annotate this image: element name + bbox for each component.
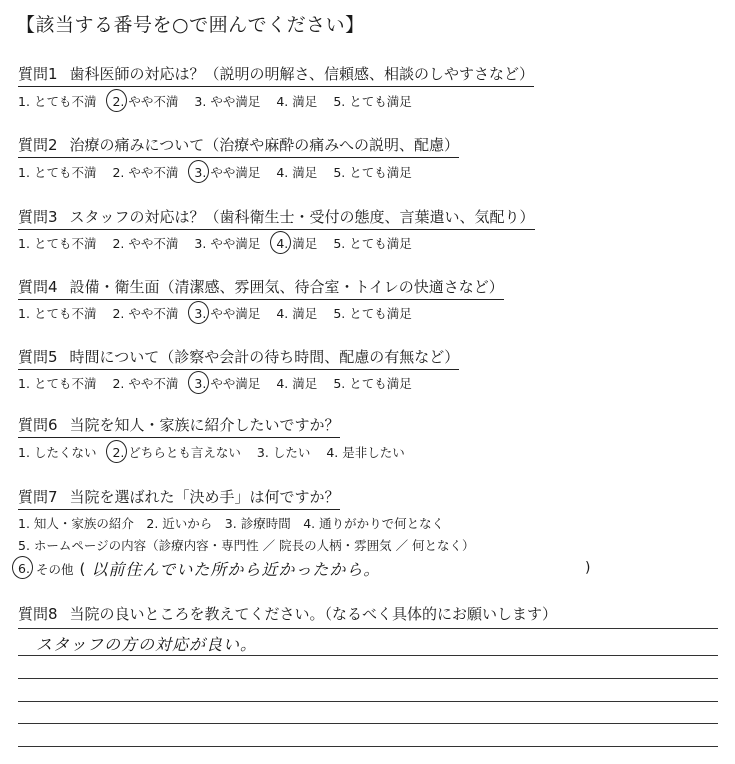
q2-option-5[interactable]: 5. とても満足 bbox=[333, 164, 412, 180]
question-4-number: 質問4 bbox=[18, 278, 58, 296]
answer-rule-1 bbox=[18, 628, 718, 629]
q7-other-label: その他 bbox=[35, 561, 74, 577]
question-1-title bbox=[18, 63, 534, 87]
q4-option-3-selected[interactable]: 3. やや満足 bbox=[194, 305, 261, 321]
q7-close-paren: ) bbox=[585, 560, 591, 576]
question-3-number: 質問3 bbox=[18, 208, 58, 226]
q5-option-5[interactable]: 5. とても満足 bbox=[333, 375, 412, 391]
question-6-text: 当院を知人・家族に紹介したいですか？ bbox=[69, 416, 340, 434]
question-1-options bbox=[18, 92, 428, 110]
question-5-options bbox=[18, 374, 428, 392]
question-3-text: スタッフの対応は？（歯科衛生士・受付の態度、言葉遣い、気配り） bbox=[69, 208, 535, 226]
question-8-title bbox=[18, 603, 557, 626]
q1-option-2-selected[interactable]: 2. やや不満 bbox=[112, 93, 179, 109]
q7-other-answer[interactable]: 以前住んでいた所から近かったから。 bbox=[91, 560, 381, 579]
question-4-text: 設備・衛生面（清潔感、雰囲気、待合室・トイレの快適さなど） bbox=[69, 278, 504, 296]
q2-option-2[interactable]: 2. やや不満 bbox=[112, 164, 179, 180]
q5-option-1[interactable]: 1. とても不満 bbox=[18, 375, 97, 391]
q5-option-2[interactable]: 2. やや不満 bbox=[112, 375, 179, 391]
question-3-options bbox=[18, 234, 428, 252]
q3-option-1[interactable]: 1. とても不満 bbox=[18, 235, 97, 251]
question-8-number: 質問8 bbox=[18, 605, 58, 623]
q3-option-4-selected[interactable]: 4. 満足 bbox=[276, 235, 318, 251]
q1-option-3[interactable]: 3. やや満足 bbox=[194, 93, 261, 109]
answer-rule-3 bbox=[18, 678, 718, 679]
question-3-title bbox=[18, 206, 535, 230]
question-7-number: 質問7 bbox=[18, 488, 58, 506]
question-7-text: 当院を選ばれた「決め手」は何ですか？ bbox=[69, 488, 340, 506]
question-2-title bbox=[18, 134, 459, 158]
answer-rule-5 bbox=[18, 723, 718, 724]
question-5-number: 質問5 bbox=[18, 348, 58, 366]
q7-open-paren: ( bbox=[79, 559, 86, 578]
q1-option-1[interactable]: 1. とても不満 bbox=[18, 93, 97, 109]
answer-rule-4 bbox=[18, 701, 718, 702]
q6-option-1[interactable]: 1. したくない bbox=[18, 444, 97, 460]
question-8-text: 当院の良いところを教えてください。（なるべく具体的にお願いします） bbox=[69, 605, 558, 623]
q5-option-3-selected[interactable]: 3. やや満足 bbox=[194, 375, 261, 391]
q6-option-3[interactable]: 3. したい bbox=[256, 444, 311, 460]
question-2-number: 質問2 bbox=[18, 136, 58, 154]
q1-option-5[interactable]: 5. とても満足 bbox=[333, 93, 412, 109]
question-1-number: 質問1 bbox=[18, 65, 58, 83]
q8-answer[interactable]: スタッフの方の対応が良い。 bbox=[36, 635, 258, 654]
q4-option-2[interactable]: 2. やや不満 bbox=[112, 305, 179, 321]
q5-option-4[interactable]: 4. 満足 bbox=[276, 375, 318, 391]
answer-rule-2 bbox=[18, 655, 718, 656]
question-4-title bbox=[18, 276, 504, 300]
q4-option-4[interactable]: 4. 満足 bbox=[276, 305, 318, 321]
question-7-title bbox=[18, 486, 340, 510]
q2-option-4[interactable]: 4. 満足 bbox=[276, 164, 318, 180]
question-5-title bbox=[18, 346, 459, 370]
question-2-options bbox=[18, 163, 428, 181]
question-1-text: 歯科医師の対応は？（説明の明解さ、信頼感、相談のしやすさなど） bbox=[69, 65, 534, 83]
question-4-options bbox=[18, 304, 428, 322]
q6-option-2-selected[interactable]: 2. どちらとも言えない bbox=[112, 444, 241, 460]
q7-option-6-other[interactable] bbox=[18, 557, 380, 580]
q2-option-1[interactable]: 1. とても不満 bbox=[18, 164, 97, 180]
answer-rule-6 bbox=[18, 746, 718, 747]
q4-option-1[interactable]: 1. とても不満 bbox=[18, 305, 97, 321]
q7-options-line-2[interactable]: 5. ホームページの内容（診療内容・専門性 ／ 院長の人柄・雰囲気 ／ 何となく） bbox=[18, 538, 475, 553]
q2-option-3-selected[interactable]: 3. やや満足 bbox=[194, 164, 261, 180]
q7-option-6-number: 6. bbox=[18, 561, 30, 576]
q7-options-line-1[interactable]: 1. 知人・家族の紹介 2. 近いから 3. 診療時間 4. 通りがかりで何となく bbox=[18, 516, 445, 531]
page-heading: 【該当する番号を○で囲んでください】 bbox=[16, 14, 365, 36]
q4-option-5[interactable]: 5. とても満足 bbox=[333, 305, 412, 321]
q3-option-5[interactable]: 5. とても満足 bbox=[333, 235, 412, 251]
q3-option-2[interactable]: 2. やや不満 bbox=[112, 235, 179, 251]
q3-option-3[interactable]: 3. やや満足 bbox=[194, 235, 261, 251]
question-6-number: 質問6 bbox=[18, 416, 58, 434]
q1-option-4[interactable]: 4. 満足 bbox=[276, 93, 318, 109]
question-6-title bbox=[18, 414, 340, 438]
q6-option-4[interactable]: 4. 是非したい bbox=[326, 444, 405, 460]
question-6-options bbox=[18, 443, 421, 461]
question-5-text: 時間について（診察や会計の待ち時間、配慮の有無など） bbox=[69, 348, 460, 366]
question-2-text: 治療の痛みについて（治療や麻酔の痛みへの説明、配慮） bbox=[69, 136, 459, 154]
